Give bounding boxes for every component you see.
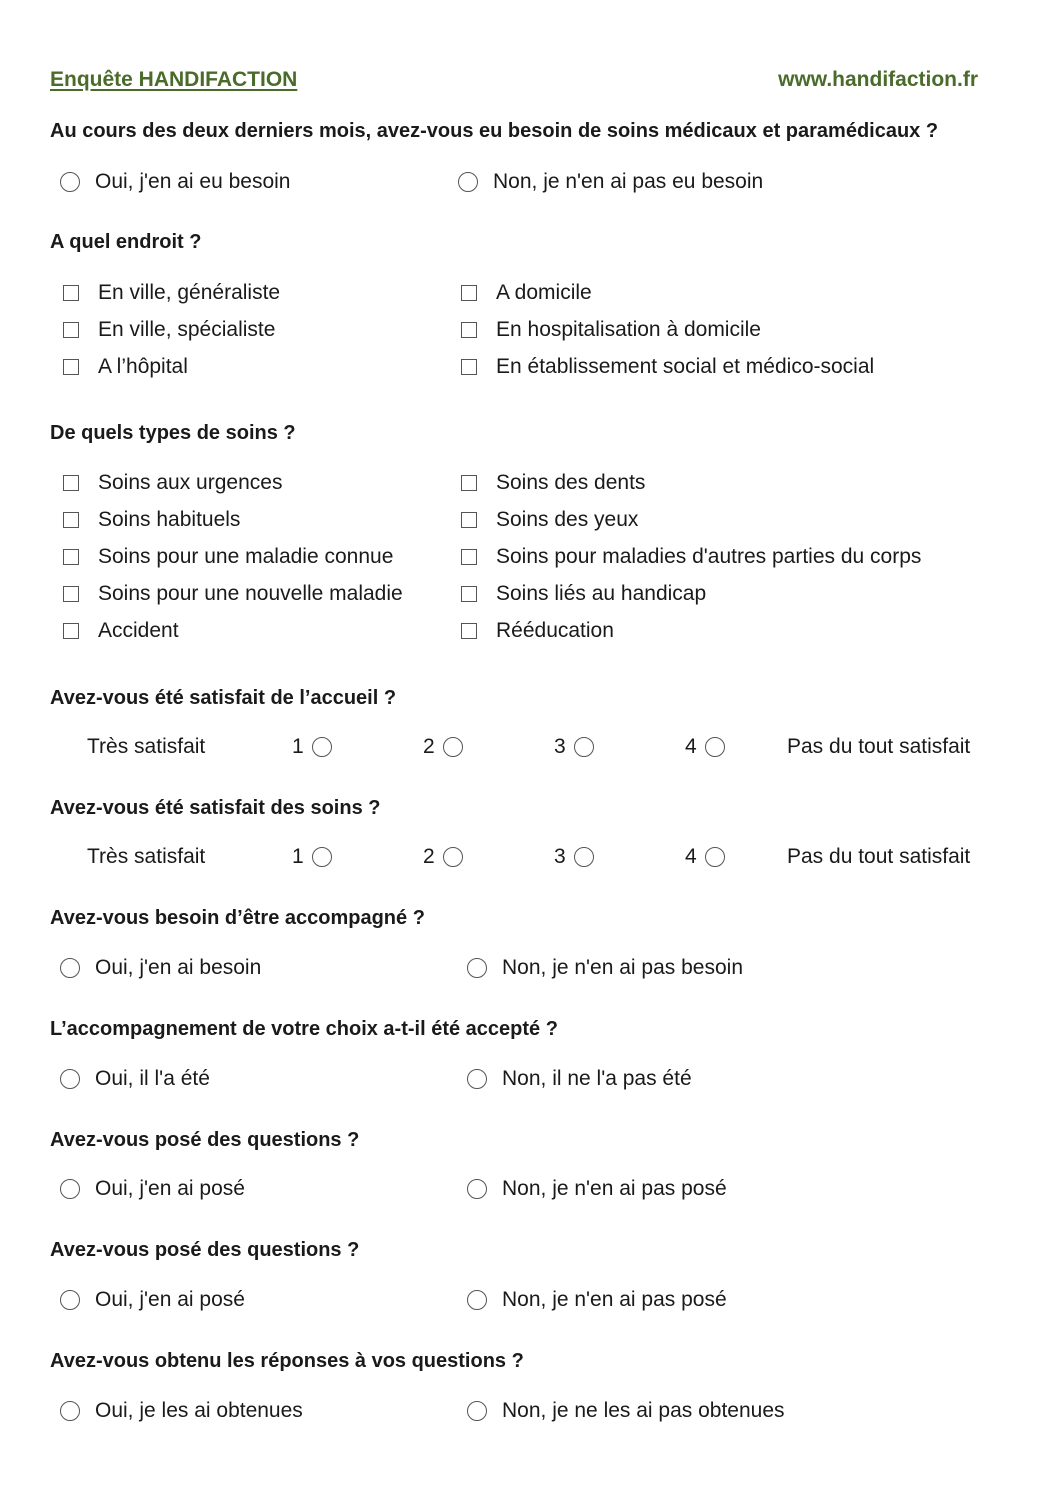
- radio-accepted-no[interactable]: [467, 1067, 692, 1091]
- checkbox-icon[interactable]: [461, 322, 477, 338]
- option-label: Non, je ne les ai pas obtenues: [502, 1399, 785, 1422]
- question-asked-questions-repeat: Avez-vous posé des questions ?: [50, 1239, 360, 1261]
- radio-icon[interactable]: [60, 1179, 80, 1199]
- checkbox-icon[interactable]: [461, 586, 477, 602]
- radio-icon[interactable]: [60, 958, 80, 978]
- scale-value: 1: [292, 735, 304, 758]
- question-location: A quel endroit ?: [50, 231, 202, 253]
- checkbox-care-teeth[interactable]: [458, 471, 645, 495]
- checkbox-location-hospital[interactable]: [60, 355, 188, 379]
- question-accompaniment-need: Avez-vous besoin d’être accompagné ?: [50, 907, 425, 929]
- radio-accompaniment-yes[interactable]: [60, 956, 261, 980]
- checkbox-icon[interactable]: [63, 322, 79, 338]
- radio-icon[interactable]: [705, 847, 725, 867]
- question-care-need: Au cours des deux derniers mois, avez-vous eu besoin de soins médicaux et paramédicaux ?: [50, 120, 939, 142]
- scale-option-1[interactable]: [292, 735, 332, 759]
- radio-icon[interactable]: [60, 1290, 80, 1310]
- radio-icon[interactable]: [312, 847, 332, 867]
- option-label: Soins liés au handicap: [496, 582, 707, 605]
- checkbox-care-rehab[interactable]: [458, 619, 614, 643]
- option-label: Oui, il l'a été: [95, 1067, 210, 1090]
- option-label: Non, il ne l'a pas été: [502, 1067, 692, 1090]
- question-accompaniment-accepted: L’accompagnement de votre choix a-t-il été accepté ?: [50, 1018, 558, 1040]
- checkbox-icon[interactable]: [63, 512, 79, 528]
- scale-value: 1: [292, 845, 304, 868]
- scale-value: 2: [423, 845, 435, 868]
- radio-icon[interactable]: [467, 1290, 487, 1310]
- checkbox-care-disability[interactable]: [458, 582, 706, 606]
- question-answers-obtained: Avez-vous obtenu les réponses à vos questions ?: [50, 1350, 524, 1372]
- radio-icon[interactable]: [467, 1401, 487, 1421]
- radio-icon[interactable]: [60, 172, 80, 192]
- website-link[interactable]: www.handifaction.fr: [778, 68, 978, 91]
- checkbox-location-home-hospital[interactable]: [458, 318, 761, 342]
- option-label: En hospitalisation à domicile: [496, 318, 761, 341]
- option-label: Non, je n'en ai pas posé: [502, 1288, 727, 1311]
- radio-icon[interactable]: [60, 1069, 80, 1089]
- question-asked-questions: Avez-vous posé des questions ?: [50, 1129, 360, 1151]
- question-care-types: De quels types de soins ?: [50, 422, 296, 444]
- option-label: Soins pour une maladie connue: [98, 545, 394, 568]
- scale-value: 2: [423, 735, 435, 758]
- option-label: Rééducation: [496, 619, 614, 642]
- option-label: Oui, j'en ai posé: [95, 1288, 245, 1311]
- scale-value: 4: [685, 845, 697, 868]
- checkbox-care-urgent[interactable]: [60, 471, 282, 495]
- survey-title: Enquête HANDIFACTION: [50, 68, 298, 91]
- scale-high-label: Pas du tout satisfait: [787, 735, 971, 758]
- checkbox-location-home[interactable]: [458, 281, 592, 305]
- option-label: A domicile: [496, 281, 592, 304]
- radio-answers-no[interactable]: [467, 1399, 785, 1423]
- radio-asked-repeat-no[interactable]: [467, 1288, 727, 1312]
- radio-icon[interactable]: [467, 958, 487, 978]
- checkbox-icon[interactable]: [63, 285, 79, 301]
- checkbox-icon[interactable]: [461, 359, 477, 375]
- radio-icon[interactable]: [458, 172, 478, 192]
- checkbox-location-general[interactable]: [60, 281, 280, 305]
- scale-value: 3: [554, 735, 566, 758]
- scale-high-label: Pas du tout satisfait: [787, 845, 971, 868]
- option-label: Soins aux urgences: [98, 471, 283, 494]
- checkbox-location-social[interactable]: [458, 355, 874, 379]
- radio-icon[interactable]: [60, 1401, 80, 1421]
- option-label: Oui, j'en ai posé: [95, 1177, 245, 1200]
- checkbox-care-usual[interactable]: [60, 508, 240, 532]
- option-label: Oui, j'en ai besoin: [95, 956, 262, 979]
- checkbox-care-new-illness[interactable]: [60, 582, 403, 606]
- checkbox-icon[interactable]: [63, 359, 79, 375]
- option-label: Non, je n'en ai pas posé: [502, 1177, 727, 1200]
- scale-option-1[interactable]: [292, 845, 332, 869]
- radio-icon[interactable]: [574, 737, 594, 757]
- option-label: A l’hôpital: [98, 355, 188, 378]
- scale-option-3[interactable]: [554, 845, 594, 869]
- checkbox-location-specialist[interactable]: [60, 318, 275, 342]
- option-label: Non, je n'en ai pas eu besoin: [493, 170, 764, 193]
- option-label: En ville, généraliste: [98, 281, 281, 304]
- radio-icon[interactable]: [312, 737, 332, 757]
- checkbox-icon[interactable]: [461, 623, 477, 639]
- checkbox-care-accident[interactable]: [60, 619, 179, 643]
- option-label: Oui, j'en ai eu besoin: [95, 170, 291, 193]
- radio-care-need-no[interactable]: [458, 170, 763, 194]
- radio-icon[interactable]: [443, 847, 463, 867]
- scale-low-label: Très satisfait: [87, 735, 206, 758]
- option-label: En ville, spécialiste: [98, 318, 276, 341]
- checkbox-care-eyes[interactable]: [458, 508, 638, 532]
- option-label: Soins des dents: [496, 471, 646, 494]
- option-label: Soins habituels: [98, 508, 241, 531]
- scale-value: 3: [554, 845, 566, 868]
- question-care-satisfaction: Avez-vous été satisfait des soins ?: [50, 797, 381, 819]
- checkbox-icon[interactable]: [461, 285, 477, 301]
- option-label: Oui, je les ai obtenues: [95, 1399, 303, 1422]
- radio-accepted-yes[interactable]: [60, 1067, 210, 1091]
- radio-care-need-yes[interactable]: [60, 170, 290, 194]
- scale-option-4[interactable]: [685, 735, 725, 759]
- scale-option-3[interactable]: [554, 735, 594, 759]
- option-label: Soins pour une nouvelle maladie: [98, 582, 403, 605]
- radio-icon[interactable]: [574, 847, 594, 867]
- radio-asked-repeat-yes[interactable]: [60, 1288, 245, 1312]
- option-label: Soins pour maladies d'autres parties du corps: [496, 545, 922, 568]
- scale-option-4[interactable]: [685, 845, 725, 869]
- radio-accompaniment-no[interactable]: [467, 956, 743, 980]
- checkbox-icon[interactable]: [461, 549, 477, 565]
- radio-icon[interactable]: [443, 737, 463, 757]
- question-reception-satisfaction: Avez-vous été satisfait de l’accueil ?: [50, 687, 397, 709]
- checkbox-icon[interactable]: [63, 475, 79, 491]
- option-label: En établissement social et médico-social: [496, 355, 875, 378]
- radio-answers-yes[interactable]: [60, 1399, 303, 1423]
- checkbox-icon[interactable]: [63, 586, 79, 602]
- checkbox-icon[interactable]: [461, 475, 477, 491]
- scale-low-label: Très satisfait: [87, 845, 206, 868]
- checkbox-icon[interactable]: [63, 623, 79, 639]
- scale-value: 4: [685, 735, 697, 758]
- checkbox-icon[interactable]: [63, 549, 79, 565]
- radio-icon[interactable]: [467, 1069, 487, 1089]
- radio-icon[interactable]: [705, 737, 725, 757]
- scale-option-2[interactable]: [423, 845, 463, 869]
- scale-option-2[interactable]: [423, 735, 463, 759]
- radio-icon[interactable]: [467, 1179, 487, 1199]
- radio-asked-no[interactable]: [467, 1177, 727, 1201]
- checkbox-icon[interactable]: [461, 512, 477, 528]
- checkbox-care-known-illness[interactable]: [60, 545, 393, 569]
- radio-asked-yes[interactable]: [60, 1177, 245, 1201]
- option-label: Soins des yeux: [496, 508, 639, 531]
- option-label: Accident: [98, 619, 179, 642]
- checkbox-care-other-body[interactable]: [458, 545, 921, 569]
- option-label: Non, je n'en ai pas besoin: [502, 956, 744, 979]
